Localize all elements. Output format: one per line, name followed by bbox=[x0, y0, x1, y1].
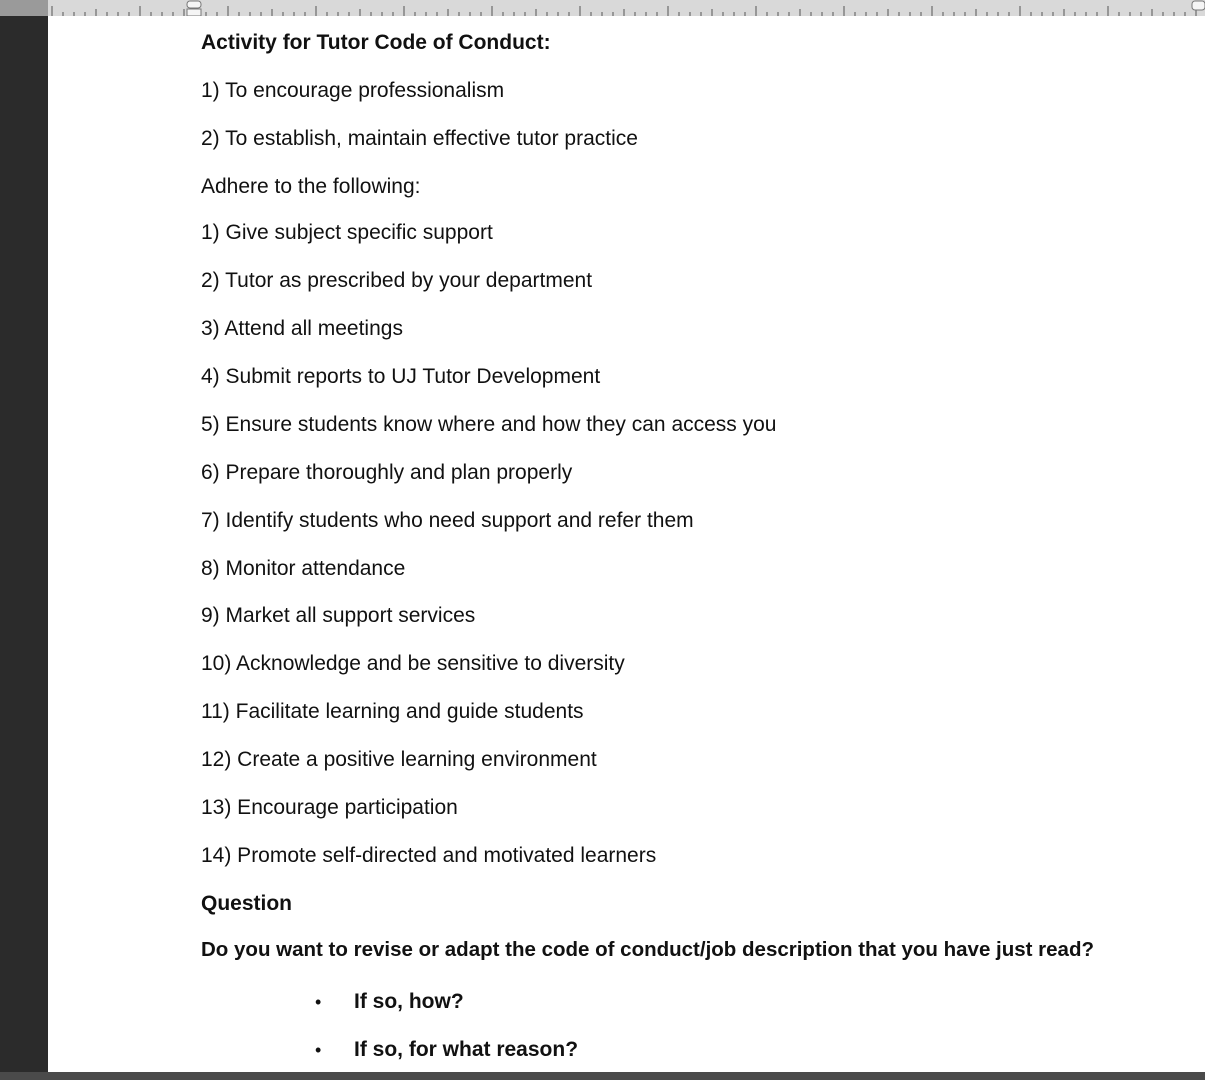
rule-item: 2) Tutor as prescribed by your department bbox=[201, 269, 593, 292]
rule-item: 7) Identify students who need support and refer them bbox=[201, 509, 694, 532]
rule-item: 8) Monitor attendance bbox=[201, 557, 406, 580]
first-line-indent-marker[interactable] bbox=[187, 1, 201, 8]
bullet-item: If so, for what reason? bbox=[354, 1038, 579, 1061]
rule-item: 10) Acknowledge and be sensitive to diversity bbox=[201, 652, 625, 675]
purpose-item: 2) To establish, maintain effective tutor practice bbox=[201, 127, 638, 150]
rule-item: 1) Give subject specific support bbox=[201, 221, 493, 244]
document-page[interactable] bbox=[48, 16, 1205, 1072]
rule-item: 4) Submit reports to UJ Tutor Development bbox=[201, 365, 601, 388]
bullet-item: If so, how? bbox=[354, 990, 464, 1013]
bullet-icon: • bbox=[315, 992, 322, 1012]
ruler-ticks bbox=[0, 0, 1205, 16]
rule-item: 13) Encourage participation bbox=[201, 796, 458, 819]
rule-item: 3) Attend all meetings bbox=[201, 317, 403, 340]
question-text: Do you want to revise or adapt the code of conduct/job description that you have just read? bbox=[201, 938, 1095, 961]
bottom-scroll-edge bbox=[0, 1072, 1205, 1080]
purpose-item: 1) To encourage professionalism bbox=[201, 79, 505, 102]
rule-item: 11) Facilitate learning and guide students bbox=[201, 700, 584, 723]
left-indent-marker[interactable] bbox=[187, 9, 201, 16]
question-heading: Question bbox=[201, 892, 293, 915]
horizontal-ruler[interactable] bbox=[0, 0, 1205, 16]
rule-item: 9) Market all support services bbox=[201, 604, 476, 627]
adhere-heading: Adhere to the following: bbox=[201, 175, 421, 198]
rule-item: 6) Prepare thoroughly and plan properly bbox=[201, 461, 573, 484]
right-indent-marker[interactable] bbox=[1192, 1, 1205, 10]
rule-item: 5) Ensure students know where and how they can access you bbox=[201, 413, 777, 436]
document-title: Activity for Tutor Code of Conduct: bbox=[201, 31, 551, 54]
bullet-icon: • bbox=[315, 1040, 322, 1060]
left-gutter bbox=[0, 16, 48, 1072]
rule-item: 12) Create a positive learning environment bbox=[201, 748, 597, 771]
rule-item: 14) Promote self-directed and motivated learners bbox=[201, 844, 657, 867]
